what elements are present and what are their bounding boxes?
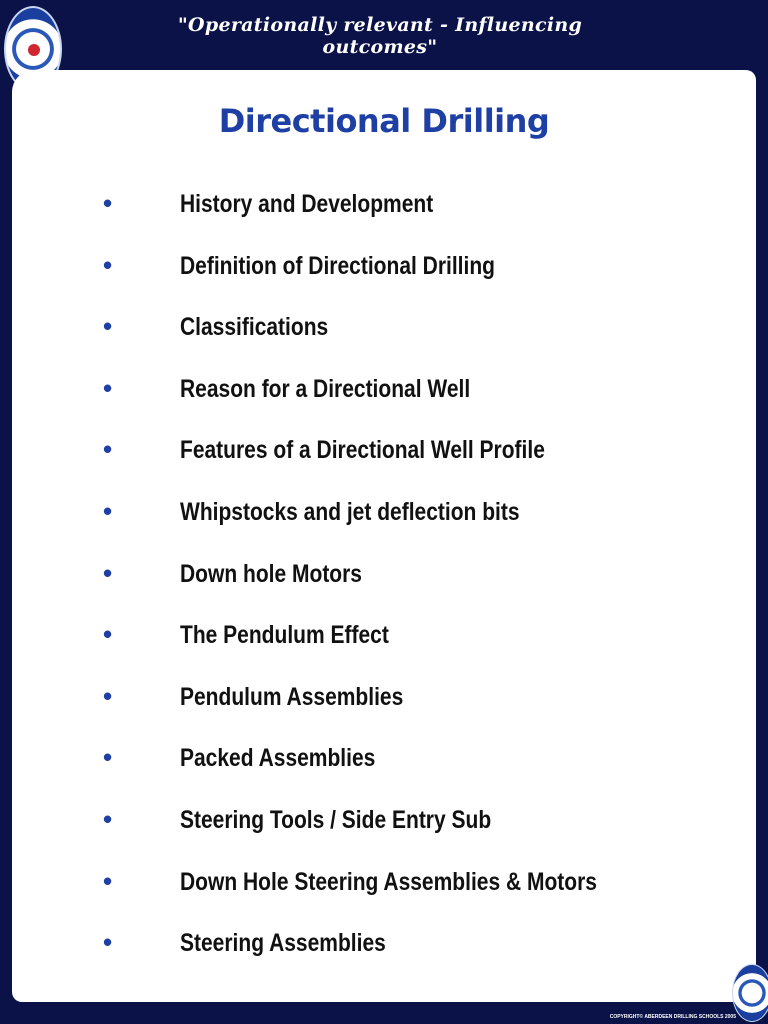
list-item-text: History and Development bbox=[180, 190, 434, 218]
bullet-icon: • bbox=[103, 372, 113, 403]
bullet-icon: • bbox=[103, 495, 113, 526]
bullet-icon: • bbox=[103, 865, 113, 896]
aberdeen-drilling-schools-logo-icon bbox=[732, 964, 768, 1022]
list-item-text: Whipstocks and jet deflection bits bbox=[180, 497, 520, 526]
bullet-icon: • bbox=[103, 742, 113, 773]
bullet-icon: • bbox=[103, 619, 113, 650]
list-item-text: Features of a Directional Well Profile bbox=[180, 436, 545, 465]
list-item bbox=[0, 803, 768, 868]
list-item bbox=[0, 680, 768, 745]
bullet-icon: • bbox=[103, 557, 113, 588]
list-item-text: Packed Assemblies bbox=[180, 744, 376, 773]
list-item bbox=[0, 621, 768, 683]
bullet-icon: • bbox=[103, 927, 113, 958]
bullet-icon: • bbox=[103, 803, 113, 834]
list-item bbox=[0, 865, 768, 930]
list-item bbox=[0, 436, 768, 498]
bullet-icon: • bbox=[103, 249, 113, 280]
list-item bbox=[0, 249, 768, 314]
list-item bbox=[0, 495, 768, 560]
bullet-icon: • bbox=[103, 311, 113, 342]
list-item bbox=[0, 744, 768, 806]
list-item-text: Pendulum Assemblies bbox=[180, 682, 404, 711]
list-item-text: Down hole Motors bbox=[180, 559, 362, 588]
list-item bbox=[0, 557, 768, 622]
list-item-text: Classifications bbox=[180, 313, 329, 342]
tagline: "Operationally relevant - Influencing outcomes" bbox=[177, 14, 583, 58]
slide-title: Directional Drilling bbox=[218, 102, 550, 140]
logo-emblem bbox=[28, 44, 40, 56]
list-item bbox=[0, 313, 768, 375]
list-item bbox=[0, 372, 768, 437]
list-item bbox=[0, 929, 768, 991]
header-bar bbox=[0, 0, 768, 70]
copyright-notice: COPYRIGHT© ABERDEEN DRILLING SCHOOLS 2005 bbox=[609, 1014, 736, 1020]
list-item-text: Down Hole Steering Assemblies & Motors bbox=[180, 867, 597, 896]
list-item-text: Steering Assemblies bbox=[180, 929, 386, 958]
list-item-text: Definition of Directional Drilling bbox=[180, 251, 495, 280]
list-item-text: Reason for a Directional Well bbox=[180, 374, 471, 403]
list-item bbox=[0, 190, 768, 252]
bullet-icon: • bbox=[103, 188, 113, 218]
list-item-text: The Pendulum Effect bbox=[180, 621, 389, 650]
bullet-icon: • bbox=[103, 434, 113, 465]
bullet-icon: • bbox=[103, 680, 113, 711]
topic-list bbox=[0, 190, 768, 991]
list-item-text: Steering Tools / Side Entry Sub bbox=[180, 805, 492, 834]
